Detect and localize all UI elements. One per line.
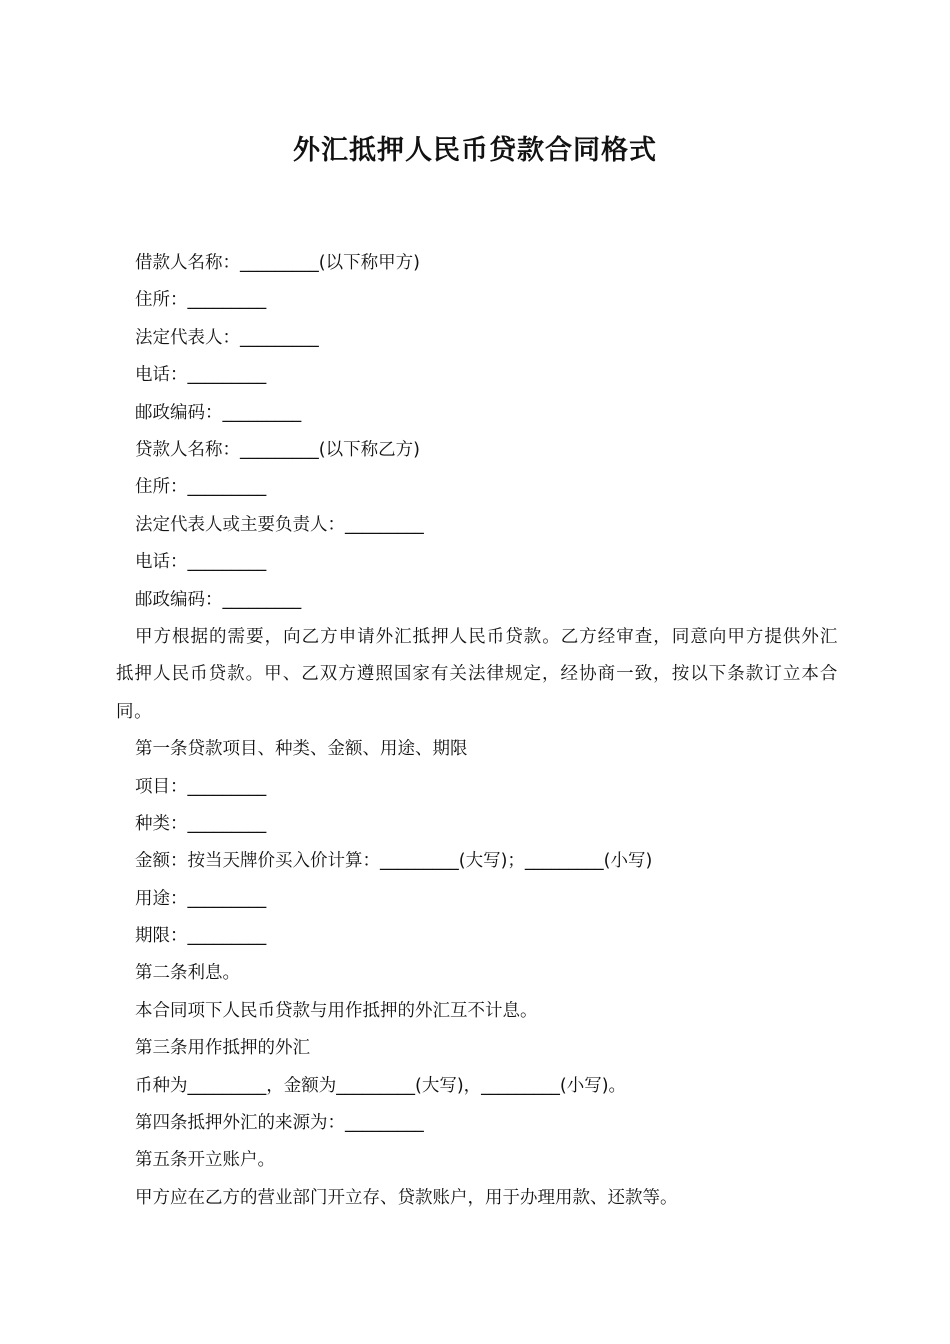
borrower-legal-rep-line: 法定代表人：_________ <box>135 327 319 348</box>
lender-postcode-line: 邮政编码：_________ <box>135 589 302 610</box>
clause-1-project: 项目：_________ <box>135 776 267 797</box>
lender-name-line: 贷款人名称：_________(以下称乙方) <box>135 439 420 460</box>
clause-3-heading: 第三条用作抵押的外汇 <box>135 1038 310 1059</box>
borrower-phone-line: 电话：_________ <box>135 365 267 386</box>
document-title: 外汇抵押人民币贷款合同格式 <box>293 135 657 166</box>
clause-1-heading: 第一条贷款项目、种类、金额、用途、期限 <box>135 739 468 760</box>
document-body <box>116 245 838 1217</box>
clause-1-amount: 金额：按当天牌价买入价计算：_________(大写)；_________(小写) <box>135 851 653 872</box>
borrower-postcode-line: 邮政编码：_________ <box>135 402 302 423</box>
clause-5-heading: 第五条开立账户。 <box>135 1150 275 1171</box>
borrower-address-line: 住所：_________ <box>135 290 267 311</box>
clause-1-purpose: 用途：_________ <box>135 888 267 909</box>
intro-paragraph: 甲方根据的需要，向乙方申请外汇抵押人民币贷款。乙方经审查，同意向甲方提供外汇抵押人民币贷款。甲、乙双方遵照国家有关法律规定，经协商一致，按以下条款订立本合同。 <box>116 626 838 722</box>
clause-1-term: 期限：_________ <box>135 926 267 947</box>
clause-3-text: 币种为_________，金额为_________(大写)，_________(小写)。 <box>135 1075 627 1096</box>
clause-2-text: 本合同项下人民币贷款与用作抵押的外汇互不计息。 <box>135 1000 538 1021</box>
lender-legal-rep-line: 法定代表人或主要负责人：_________ <box>135 514 424 535</box>
clause-2-heading: 第二条利息。 <box>135 963 240 984</box>
clause-4-text: 第四条抵押外汇的来源为：_________ <box>135 1113 424 1134</box>
clause-5-text: 甲方应在乙方的营业部门开立存、贷款账户，用于办理用款、还款等。 <box>135 1187 678 1208</box>
lender-phone-line: 电话：_________ <box>135 552 267 573</box>
borrower-name-line: 借款人名称：_________(以下称甲方) <box>135 253 420 273</box>
lender-address-line: 住所：_________ <box>135 477 267 498</box>
clause-1-type: 种类：_________ <box>135 813 267 834</box>
